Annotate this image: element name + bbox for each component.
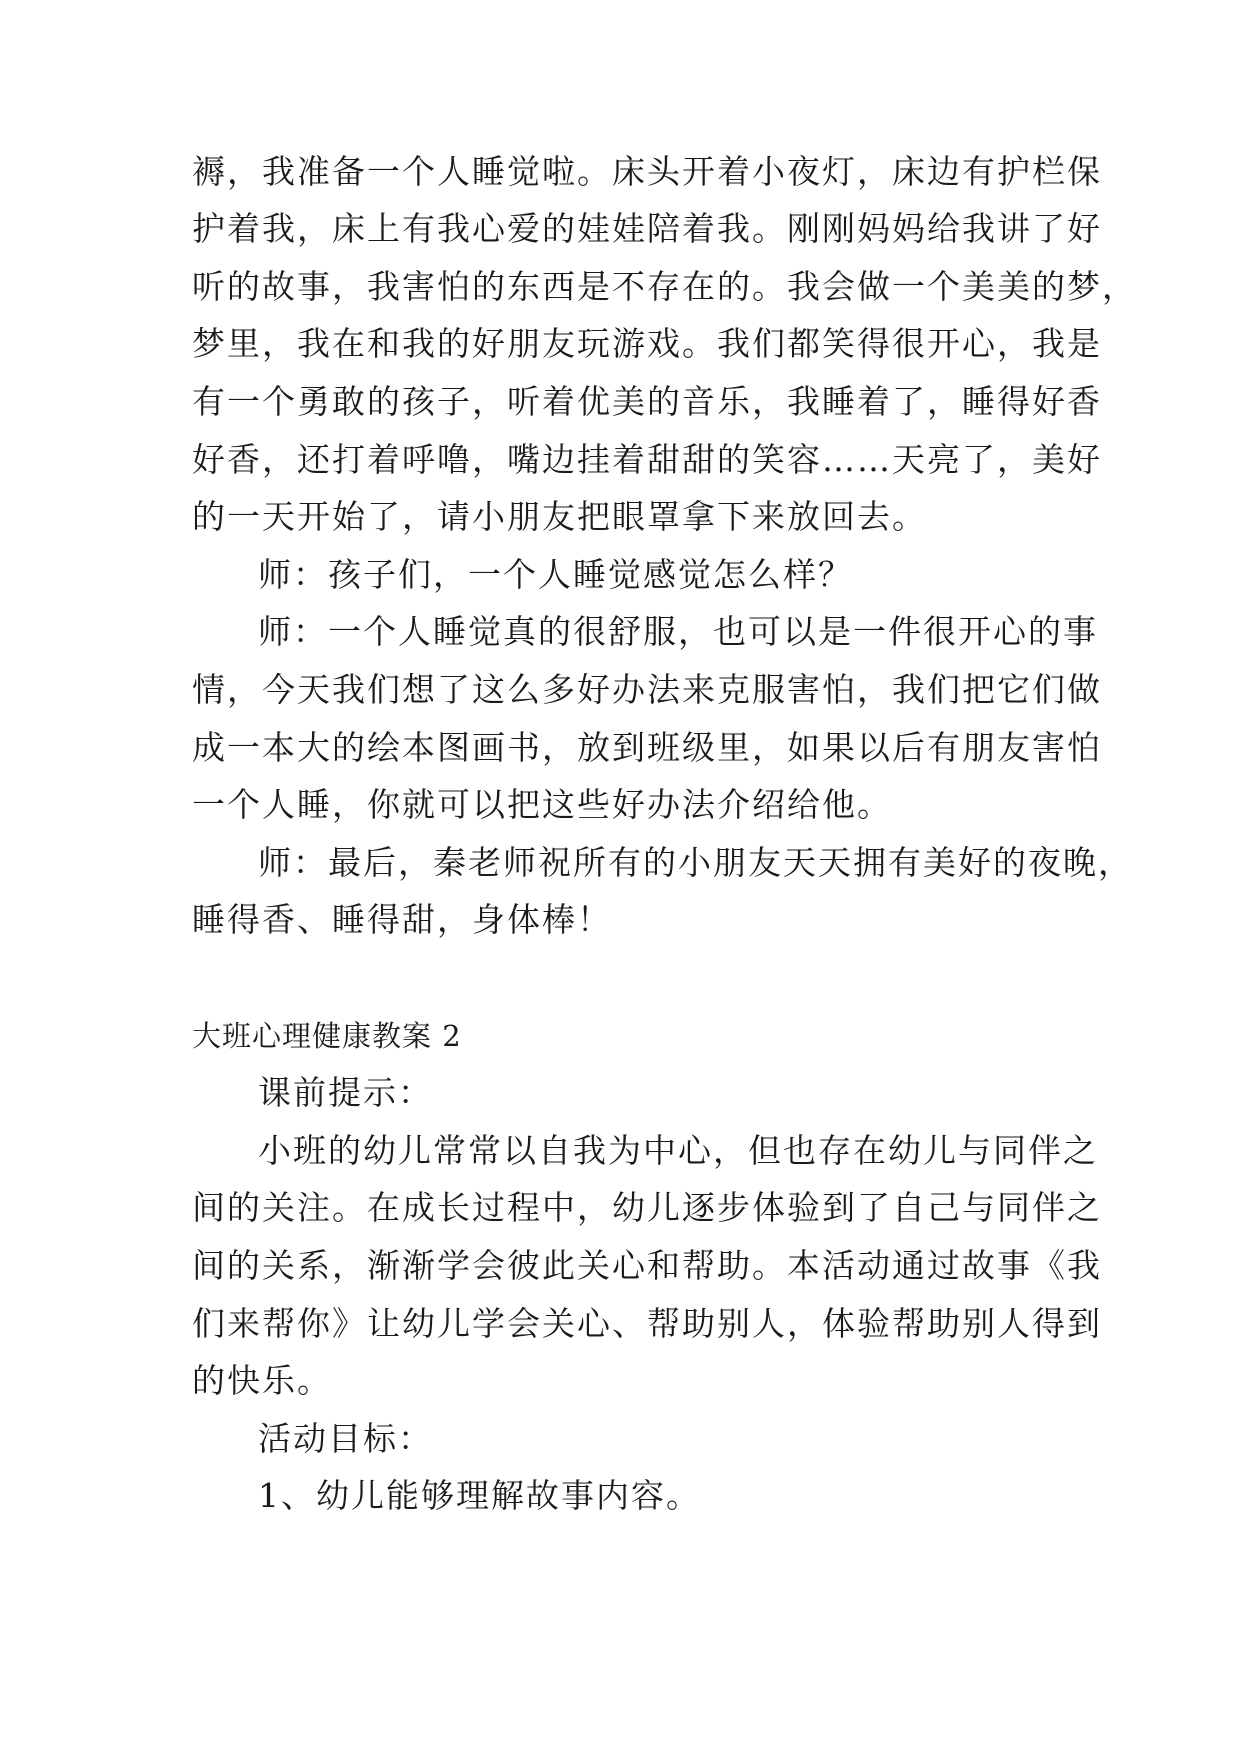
text-line: 们来帮你》让幼儿学会关心、帮助别人，体验帮助别人得到	[192, 1304, 1102, 1343]
text-line: 师：孩子们，一个人睡觉感觉怎么样？	[258, 555, 853, 594]
text-line: 护着我，床上有我心爱的娃娃陪着我。刚刚妈妈给我讲了好	[192, 209, 1102, 248]
text-line: 的快乐。	[192, 1361, 332, 1400]
text-line: 好香，还打着呼噜，嘴边挂着甜甜的笑容……天亮了，美好	[192, 440, 1102, 479]
section-title: 大班心理健康教案 2	[192, 1019, 462, 1053]
text-line: 成一本大的绘本图画书，放到班级里，如果以后有朋友害怕	[192, 728, 1102, 767]
text-line: 师：最后，秦老师祝所有的小朋友天天拥有美好的夜晚，	[258, 843, 1133, 882]
text-line: 1、幼儿能够理解故事内容。	[258, 1476, 701, 1515]
text-line: 听的故事，我害怕的东西是不存在的。我会做一个美美的梦，	[192, 267, 1137, 306]
text-line: 间的关注。在成长过程中，幼儿逐步体验到了自己与同伴之	[192, 1188, 1102, 1227]
text-line: 的一天开始了，请小朋友把眼罩拿下来放回去。	[192, 497, 927, 536]
text-line: 睡得香、睡得甜，身体棒！	[192, 900, 612, 939]
text-line: 有一个勇敢的孩子，听着优美的音乐，我睡着了，睡得好香	[192, 382, 1102, 421]
text-line: 间的关系，渐渐学会彼此关心和帮助。本活动通过故事《我	[192, 1246, 1102, 1285]
text-line: 师：一个人睡觉真的很舒服，也可以是一件很开心的事	[258, 612, 1098, 651]
text-line: 小班的幼儿常常以自我为中心，但也存在幼儿与同伴之	[258, 1131, 1098, 1170]
text-line: 梦里，我在和我的好朋友玩游戏。我们都笑得很开心，我是	[192, 324, 1102, 363]
text-line: 褥，我准备一个人睡觉啦。床头开着小夜灯，床边有护栏保	[192, 152, 1102, 191]
text-line: 一个人睡，你就可以把这些好办法介绍给他。	[192, 785, 892, 824]
text-line: 情，今天我们想了这么多好办法来克服害怕，我们把它们做	[192, 670, 1102, 709]
text-line: 活动目标：	[258, 1419, 433, 1458]
text-line: 课前提示：	[258, 1073, 433, 1112]
